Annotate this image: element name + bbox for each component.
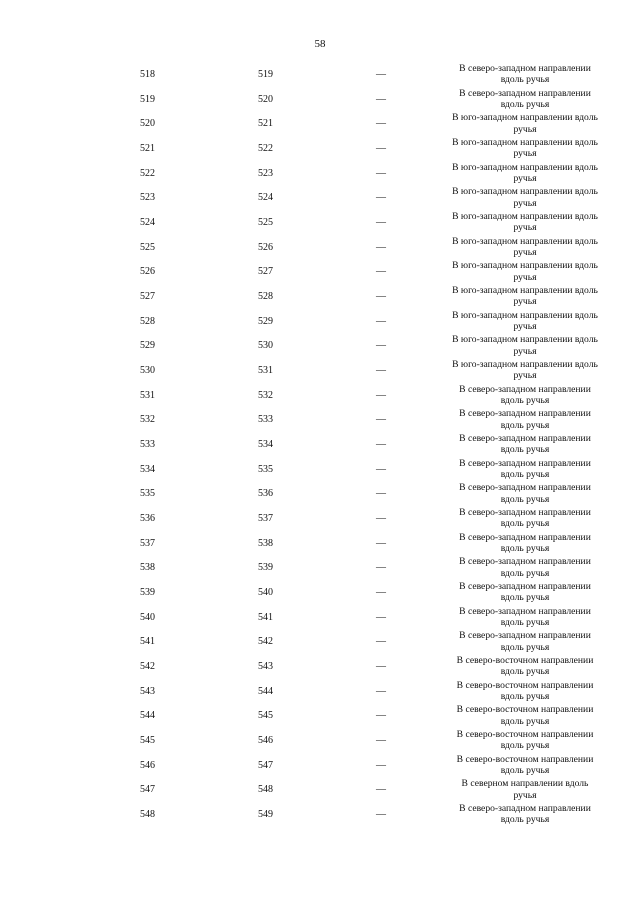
table-row (0, 259, 640, 284)
direction-description-cell: В юго-западном направлении вдоль ручья (452, 210, 598, 234)
direction-description-cell: В северо-западном направлении вдоль ручья (459, 605, 591, 629)
point-to-cell: 546 (258, 734, 273, 746)
direction-description-cell: В северо-западном направлении вдоль ручья (459, 432, 591, 456)
direction-description-cell: В северо-западном направлении вдоль ручья (459, 556, 591, 579)
table-row (0, 506, 640, 531)
boundary-table (0, 62, 640, 827)
point-to-cell: 520 (258, 93, 273, 105)
direction-description-cell: В юго-западном направлении вдоль ручья (452, 309, 598, 333)
table-row (0, 333, 640, 358)
point-from-cell: 529 (140, 340, 155, 352)
point-from-cell: 527 (140, 290, 155, 302)
point-to-cell: 537 (258, 512, 273, 524)
point-from-cell: 518 (140, 68, 155, 80)
point-from-cell: 531 (140, 389, 155, 401)
table-row (0, 555, 640, 580)
table-row (0, 407, 640, 432)
point-from-cell: 548 (140, 808, 155, 820)
direction-description-cell: В северо-восточном направлении вдоль ручья (456, 679, 594, 703)
point-to-cell: 533 (258, 414, 273, 426)
dash-cell: — (376, 266, 386, 278)
point-to-cell: 539 (258, 562, 273, 574)
point-to-cell: 541 (258, 611, 273, 623)
point-to-cell: 521 (258, 118, 273, 130)
table-row (0, 777, 640, 802)
point-from-cell: 538 (140, 562, 155, 574)
point-to-cell: 549 (258, 808, 273, 820)
point-from-cell: 547 (140, 784, 155, 796)
point-from-cell: 519 (140, 93, 155, 105)
table-row (0, 383, 640, 408)
point-to-cell: 548 (258, 784, 273, 796)
dash-cell: — (376, 463, 386, 475)
direction-description-cell: В северо-западном направлении вдоль ручья (459, 457, 591, 481)
table-row (0, 358, 640, 383)
dash-cell: — (376, 759, 386, 771)
dash-cell: — (376, 611, 386, 623)
point-to-cell: 523 (258, 167, 273, 179)
dash-cell: — (376, 660, 386, 672)
table-row (0, 703, 640, 728)
point-to-cell: 522 (258, 142, 273, 154)
dash-cell: — (376, 808, 386, 820)
point-from-cell: 545 (140, 734, 155, 746)
dash-cell: — (376, 685, 386, 697)
table-row (0, 481, 640, 506)
dash-cell: — (376, 241, 386, 253)
dash-cell: — (376, 93, 386, 105)
point-from-cell: 532 (140, 414, 155, 426)
direction-description-cell: В северо-западном направлении вдоль ручья (459, 531, 591, 555)
table-row (0, 531, 640, 556)
dash-cell: — (376, 68, 386, 80)
direction-description-cell: В юго-западном направлении вдоль ручья (452, 112, 598, 135)
dash-cell: — (376, 710, 386, 722)
direction-description-cell: В юго-западном направлении вдоль ручья (452, 186, 598, 209)
dash-cell: — (376, 167, 386, 179)
direction-description-cell: В северо-западном направлении вдоль ручья (459, 580, 591, 604)
point-from-cell: 530 (140, 364, 155, 376)
direction-description-cell: В северо-западном направлении вдоль ручья (459, 802, 591, 826)
direction-description-cell: В северо-западном направлении вдоль ручья (459, 506, 591, 530)
point-from-cell: 520 (140, 118, 155, 130)
point-to-cell: 524 (258, 192, 273, 204)
dash-cell: — (376, 216, 386, 228)
point-to-cell: 535 (258, 463, 273, 475)
point-to-cell: 527 (258, 266, 273, 278)
point-from-cell: 546 (140, 759, 155, 771)
point-to-cell: 530 (258, 340, 273, 352)
table-row (0, 802, 640, 827)
dash-cell: — (376, 340, 386, 352)
point-to-cell: 526 (258, 241, 273, 253)
point-to-cell: 532 (258, 389, 273, 401)
direction-description-cell: В юго-западном направлении вдоль ручья (452, 161, 598, 185)
direction-description-cell: В юго-западном направлении вдоль ручья (452, 334, 598, 357)
point-to-cell: 531 (258, 364, 273, 376)
direction-description-cell: В северо-западном направлении вдоль ручья (459, 630, 591, 653)
point-from-cell: 523 (140, 192, 155, 204)
point-to-cell: 519 (258, 68, 273, 80)
table-row (0, 580, 640, 605)
direction-description-cell: В северо-западном направлении вдоль ручья (459, 87, 591, 110)
point-to-cell: 540 (258, 586, 273, 598)
dash-cell: — (376, 734, 386, 746)
direction-description-cell: В юго-западном направлении вдоль ручья (452, 136, 598, 160)
dash-cell: — (376, 315, 386, 327)
table-row (0, 210, 640, 235)
table-row (0, 654, 640, 679)
table-row (0, 432, 640, 457)
point-from-cell: 543 (140, 685, 155, 697)
dash-cell: — (376, 562, 386, 574)
direction-description-cell: В юго-западном направлении вдоль ручья (452, 260, 598, 283)
direction-description-cell: В северо-западном направлении вдоль ручья (459, 62, 591, 86)
dash-cell: — (376, 364, 386, 376)
dash-cell: — (376, 389, 386, 401)
table-row (0, 235, 640, 260)
direction-description-cell: В северо-восточном направлении вдоль ручья (456, 654, 594, 678)
point-from-cell: 522 (140, 167, 155, 179)
point-to-cell: 545 (258, 710, 273, 722)
point-from-cell: 526 (140, 266, 155, 278)
point-to-cell: 544 (258, 685, 273, 697)
point-to-cell: 543 (258, 660, 273, 672)
dash-cell: — (376, 512, 386, 524)
point-from-cell: 544 (140, 710, 155, 722)
table-row (0, 457, 640, 482)
point-to-cell: 536 (258, 488, 273, 500)
dash-cell: — (376, 636, 386, 648)
dash-cell: — (376, 784, 386, 796)
dash-cell: — (376, 414, 386, 426)
table-row (0, 111, 640, 136)
point-from-cell: 533 (140, 438, 155, 450)
dash-cell: — (376, 118, 386, 130)
point-from-cell: 541 (140, 636, 155, 648)
dash-cell: — (376, 438, 386, 450)
point-to-cell: 538 (258, 537, 273, 549)
table-row (0, 309, 640, 334)
table-row (0, 679, 640, 704)
direction-description-cell: В северо-западном направлении вдоль ручья (459, 408, 591, 431)
page-number: 58 (314, 38, 326, 50)
point-from-cell: 524 (140, 216, 155, 228)
direction-description-cell: В северном направлении вдоль ручья (461, 778, 589, 801)
point-from-cell: 525 (140, 241, 155, 253)
point-to-cell: 534 (258, 438, 273, 450)
point-from-cell: 540 (140, 611, 155, 623)
point-to-cell: 542 (258, 636, 273, 648)
point-from-cell: 542 (140, 660, 155, 672)
table-row (0, 136, 640, 161)
point-to-cell: 528 (258, 290, 273, 302)
point-from-cell: 534 (140, 463, 155, 475)
direction-description-cell: В северо-западном направлении вдоль ручья (459, 482, 591, 505)
direction-description-cell: В юго-западном направлении вдоль ручья (452, 235, 598, 259)
point-to-cell: 525 (258, 216, 273, 228)
table-row (0, 161, 640, 186)
table-row (0, 87, 640, 112)
table-row (0, 62, 640, 87)
point-from-cell: 535 (140, 488, 155, 500)
direction-description-cell: В северо-восточном направлении вдоль ручья (456, 753, 594, 777)
point-from-cell: 537 (140, 537, 155, 549)
table-row (0, 284, 640, 309)
direction-description-cell: В северо-восточном направлении вдоль ручья (456, 728, 594, 752)
table-row (0, 185, 640, 210)
dash-cell: — (376, 537, 386, 549)
table-row (0, 728, 640, 753)
direction-description-cell: В северо-западном направлении вдоль ручья (459, 383, 591, 407)
table-row (0, 629, 640, 654)
point-from-cell: 521 (140, 142, 155, 154)
table-row (0, 605, 640, 630)
direction-description-cell: В юго-западном направлении вдоль ручья (452, 284, 598, 308)
dash-cell: — (376, 142, 386, 154)
dash-cell: — (376, 488, 386, 500)
point-to-cell: 529 (258, 315, 273, 327)
table-row (0, 753, 640, 778)
point-to-cell: 547 (258, 759, 273, 771)
dash-cell: — (376, 586, 386, 598)
dash-cell: — (376, 290, 386, 302)
direction-description-cell: В северо-восточном направлении вдоль ручья (456, 704, 594, 727)
point-from-cell: 539 (140, 586, 155, 598)
point-from-cell: 536 (140, 512, 155, 524)
dash-cell: — (376, 192, 386, 204)
point-from-cell: 528 (140, 315, 155, 327)
direction-description-cell: В юго-западном направлении вдоль ручья (452, 358, 598, 382)
